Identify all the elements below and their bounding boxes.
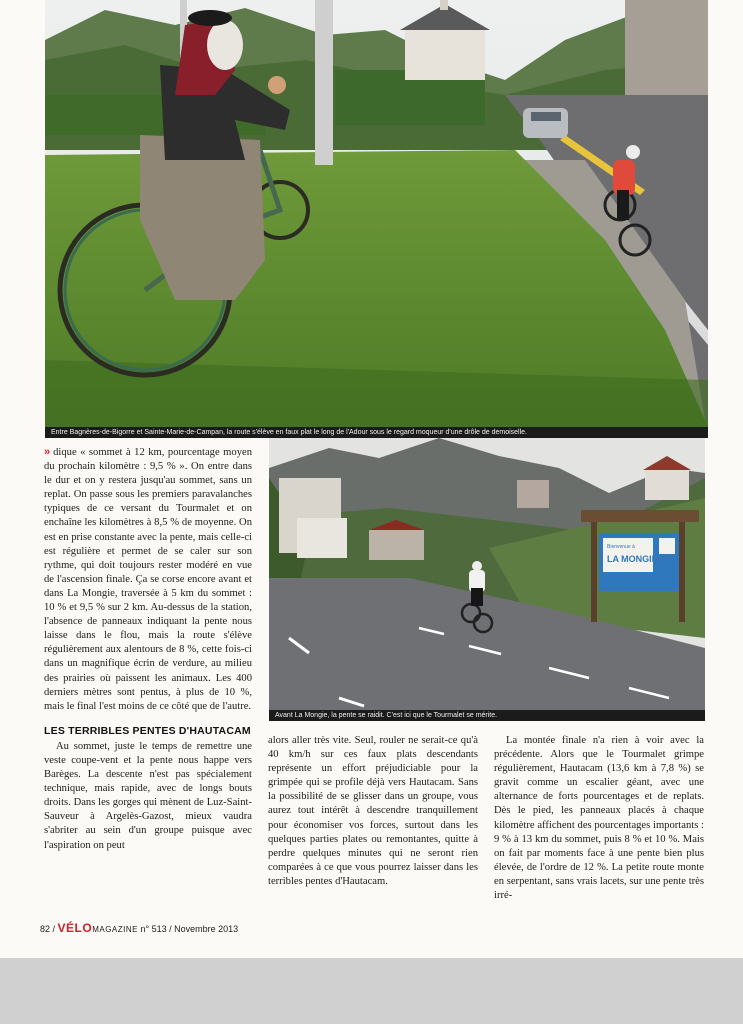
sign-la-mongie-text: LA MONGIE bbox=[607, 554, 658, 564]
continuation-marker-icon: » bbox=[44, 446, 51, 458]
photo-la-mongie-illustration bbox=[269, 438, 705, 710]
section-heading-hautacam: LES TERRIBLES PENTES D'HAUTACAM bbox=[44, 724, 251, 737]
issue-info: n° 513 / Novembre 2013 bbox=[140, 924, 239, 934]
scan-background-strip bbox=[0, 958, 743, 1024]
col1-paragraph-1 bbox=[44, 445, 252, 714]
col1-para1-text: dique « sommet à 12 km, pourcentage moyen du prochain kilomètre : 9,5 % ». On entre dans le dur et on y restera jusqu'au sommet, sans un replat. On passe sous les premiers paravalanches typiques de ce versant du Tourmalet et on enchaîne les kilomètres à 8,5 % de moyenne. On est en prise constante avec la pente, mais celle-ci est régulière et permet de se caler sur son rythme, qui doit toujours rester modéré en vue de l'ascension finale. Ça se corse encore avant et dans La Mongie, traversée à 5 km du sommet : 10 % et 9,5 % sur 2 km. Au-dessus de la station, l'absence de panneaux indiquant la pente nous laisse dans le flou, mais la route s'élève régulièrement aux alentours de 8 %, cette fois-ci dans un magnifique écrin de verdure, au milieu des prairies où paissent les animaux. Les 400 derniers mètres sont pentus, à plus de 10 %, mais le final l'est moins de ce côté que de l'autre. bbox=[44, 447, 252, 712]
magazine-word: MAGAZINE bbox=[92, 925, 138, 934]
photo-la-mongie bbox=[269, 438, 705, 710]
page-footer bbox=[40, 921, 238, 935]
col3-paragraph-1: La montée finale n'a rien à voir avec la précédente. Alors que le Tourmalet grimpe régulièrement, Hautacam (13,6 km à 7,8 %) se gravit comme un escalier géant, avec une alternance de forts pourcentages et de replats. Dès le pied, les panneaux placés à chaque kilomètre affichent des pourcentages importants : 9 % à 13 km du sommet, puis 8 % et 10 %. Mais on fait par moments face à une pente bien plus élevée, de l'ordre de 12 %. La petite route monte en serpentant, sans vrais lacets, sur une pente très irré- bbox=[494, 735, 704, 902]
top-photo-caption-bar: Entre Bagnères-de-Bigorre et Sainte-Marie-de-Campan, la route s'élève en faux plat le long de l'Adour sous le regard moqueur d'une drôle de demoiselle. bbox=[45, 427, 708, 438]
mid-photo-caption: Avant La Mongie, la pente se raidit. C'est ici que le Tourmalet se mérite. bbox=[269, 710, 705, 721]
text-column-3 bbox=[494, 734, 704, 903]
photo-scarecrow-bike-road bbox=[45, 0, 708, 427]
col2-paragraph-1: alors aller très vite. Seul, rouler ne serait-ce qu'à 40 km/h sur ces faux plats descendants représente un effort préjudiciable pour la grimpée qui se profile déjà vers Hautacam. Sans la possibilité de se glisser dans un groupe, vous aurez tout intérêt à descendre tranquillement pour économiser vos forces, surtout dans les quelques parties plates ou remontantes, quitte à perdre quelques minutes qui ne seront rien comparées à ce que vous pourrez laisser dans les terribles pentes d'Hautacam. bbox=[268, 735, 478, 887]
magazine-brand: VÉLO bbox=[57, 921, 93, 935]
text-column-2 bbox=[268, 734, 478, 889]
sign-small-text: Bienvenue à bbox=[607, 544, 635, 550]
text-column-1 bbox=[44, 445, 252, 853]
page-number: 82 / bbox=[40, 924, 56, 934]
photo-scarecrow-illustration bbox=[45, 0, 708, 427]
col1-paragraph-2: Au sommet, juste le temps de remettre une veste coupe-vent et la pente nous happe vers Barèges. La descente n'est pas spécialement technique, mais rapide, avec de longs bouts droits. Dans les gorges qui mènent de Luz-Saint-Sauveur à Argelès-Gazost, mieux vaudra s'abriter au sein d'un groupe puisque avec l'aspiration on peut bbox=[44, 740, 252, 851]
